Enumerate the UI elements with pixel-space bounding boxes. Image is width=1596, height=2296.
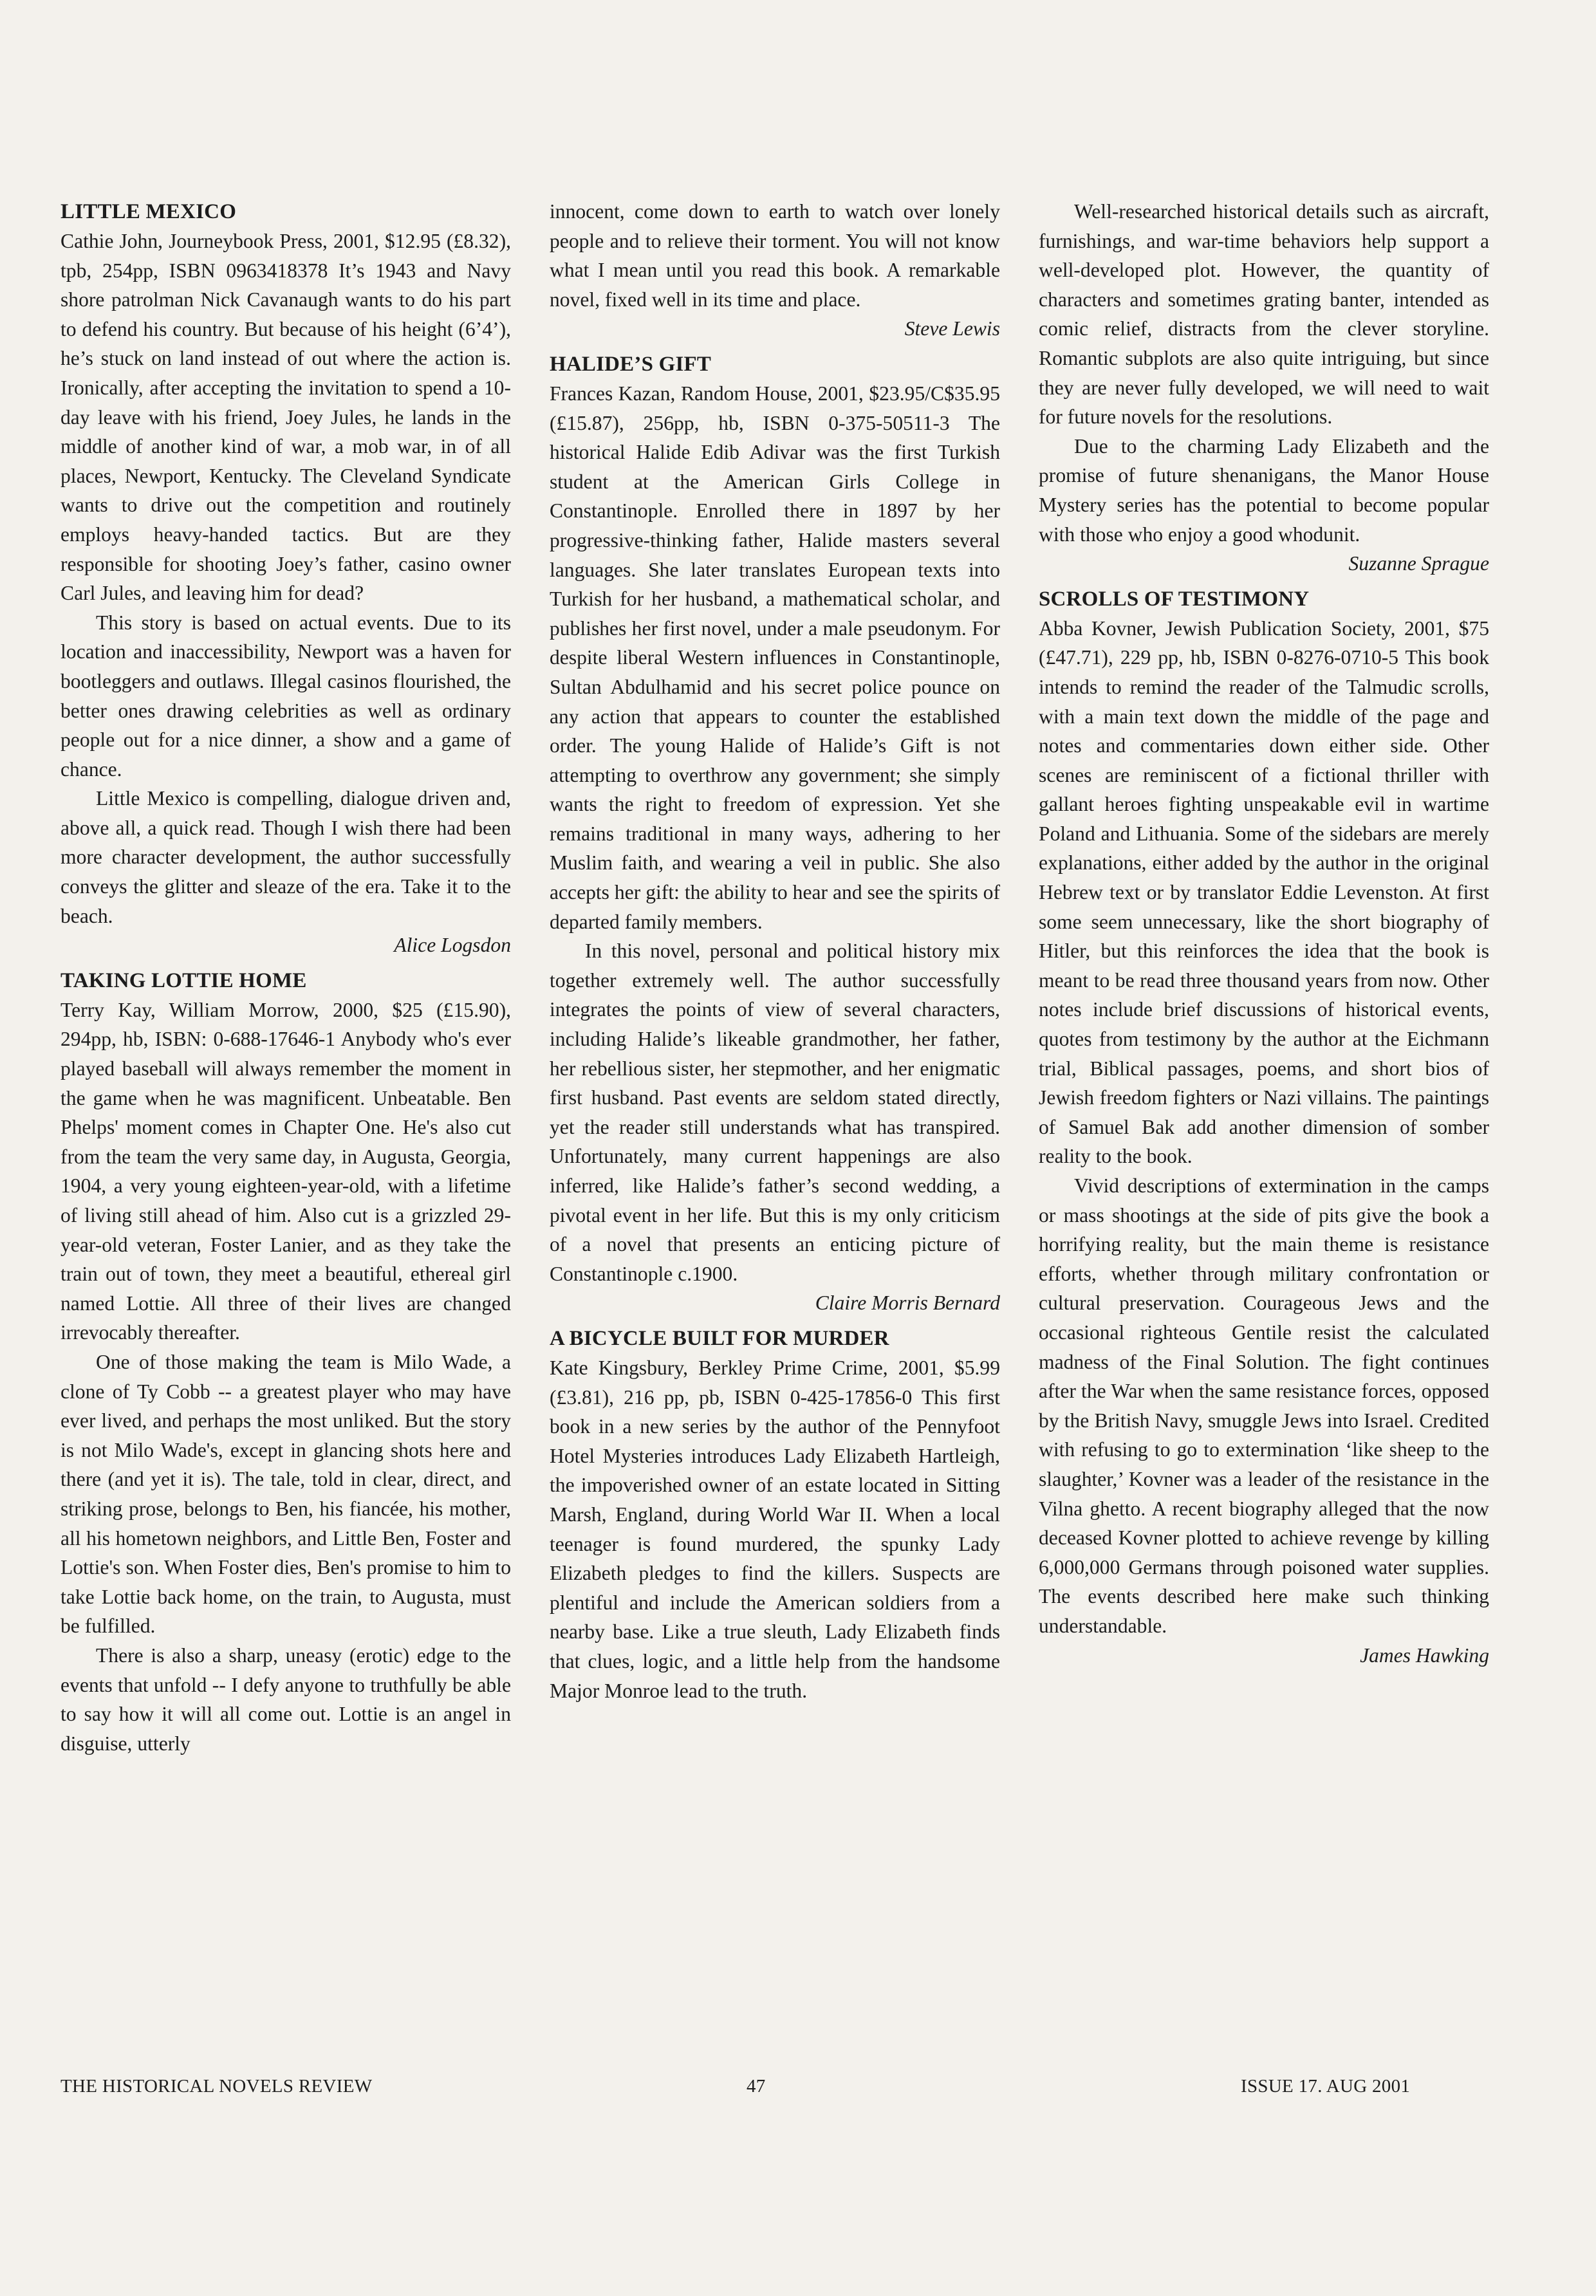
review-paragraph: Due to the charming Lady Elizabeth and the promise of future shenanigans, the Manor House Mystery series has the potential to become popular with those who enjoy a good whodunit. xyxy=(1039,434,1489,546)
review-paragraph: innocent, come down to earth to watch over lonely people and to relieve their torment. You will not know what I mean until you read this book. A remarkable novel, fixed well in its time and place. xyxy=(550,200,1000,311)
review-title: A BICYCLE BUILT FOR MURDER xyxy=(550,1326,889,1350)
review-bicycle-built-for-murder xyxy=(550,1324,1000,1705)
review-paragraph: There is also a sharp, uneasy (erotic) edge to the events that unfold -- I defy anyone to truthfully be able to say how it will all come out. Lottie is an angel in disguise, utterly xyxy=(60,1643,511,1755)
review-paragraph: Vivid descriptions of extermination in the camps or mass shootings at the side of pits give the book a horrifying reality, but the main theme is resistance efforts, whether through military confrontation or cultural preservation. Courageous Jews and the occasional righteous Gentile resist the calculated madness of the Final Solution. The fight continues after the War when the same resistance forces, opposed by the British Navy, smuggle Jews into Israel. Credited with refusing to go to extermination ‘like sheep to the slaughter,’ Kovner was a leader of the resistance in the Vilna ghetto. A recent biography alleged that the now deceased Kovner plotted to achieve revenge by killing 6,000,000 Germans through poisoned water supplies. The events described here make such thinking understandable. xyxy=(1039,1174,1489,1637)
column-3 xyxy=(1039,197,1489,1676)
review-title: TAKING LOTTIE HOME xyxy=(60,968,307,992)
review-paragraph: Abba Kovner, Jewish Publication Society, 2001, $75 (£47.71), 229 pp, hb, ISBN 0-8276-0710-5 This book intends to remind the reader of the Talmudic scrolls, with a main text down the middle of the page and notes and commentaries down either side. Other scenes are reminiscent of a fictional thriller with gallant heroes fighting unspeakable evil in wartime Poland and Lithuania. Some of the sidebars are merely explanations, either added by the author in the original Hebrew text or by translator Eddie Levenston. At first some seem unnecessary, like the short biography of Hitler, but this reinforces the idea that the book is meant to be read three thousand years from now. Other notes include brief discussions of historical events, quotes from testimony by the author at the Eichmann trial, Biblical passages, poems, and short bios of Jewish freedom fighters or Nazi villains. The paintings of Samuel Bak add another dimension of somber reality to the book. xyxy=(1039,616,1489,1168)
review-paragraph: Terry Kay, William Morrow, 2000, $25 (£15.90), 294pp, hb, ISBN: 0-688-17646-1 Anybody who's ever played baseball will always remember the moment in the game when he was magnificent. Unbeatable. Ben Phelps' moment comes in Chapter One. He's also cut from the team the very same day, in Augusta, Georgia, 1904, a very young eighteen-year-old, with a lifetime of living still ahead of him. Also cut is a grizzled 29-year-old veteran, Foster Lanier, and as they take the train out of town, they meet a beautiful, ethereal girl named Lottie. All three of their lives are changed irrevocably thereafter. xyxy=(60,998,511,1344)
reviewer-name: Claire Morris Bernard xyxy=(815,1292,1000,1315)
reviewer-name: Steve Lewis xyxy=(904,317,1000,340)
review-paragraph: One of those making the team is Milo Wade, a clone of Ty Cobb -- a greatest player who may have ever lived, and perhaps the most unliked. But the story is not Milo Wade's, except in glancing shots here and there (and yet it is). The tale, told in clear, direct, and striking prose, belongs to Ben, his fiancée, his mother, all his hometown neighbors, and Little Ben, Foster and Lottie's son. When Foster dies, Ben's promise to him to take Lottie back home, on the train, to Augusta, must be fulfilled. xyxy=(60,1350,511,1638)
column-1 xyxy=(60,197,511,1764)
review-paragraph: Little Mexico is compelling, dialogue driven and, above all, a quick read. Though I wish there had been more character development, the author successfully conveys the glitter and sleaze of the era. Take it to the beach. xyxy=(60,787,511,927)
footer-page-number: 47 xyxy=(747,2076,766,2097)
review-halides-gift xyxy=(550,349,1000,1318)
review-title: HALIDE’S GIFT xyxy=(550,352,712,376)
review-taking-lottie-home-cont xyxy=(550,197,1000,344)
review-paragraph: This story is based on actual events. Due to its location and inaccessibility, Newport was a haven for bootleggers and outlaws. Illegal casinos flourished, the better ones drawing celebrities as well as ordinary people out for a nice dinner, a show and a game of chance. xyxy=(60,611,511,781)
reviewer-name: James Hawking xyxy=(1360,1643,1489,1667)
review-paragraph: Cathie John, Journeybook Press, 2001, $12.95 (£8.32), tpb, 254pp, ISBN 0963418378 It’s 1943 and Navy shore patrolman Nick Cavanaugh wants to do his part to defend his country. But because of his height (6’4’), he’s stuck on land instead of out where the action is. Ironically, after accepting the invitation to spend a 10-day leave with his friend, Joey Jules, he lands in the middle of another kind of war, a mob war, in of all places, Newport, Kentucky. The Cleveland Syndicate wants to drive out the competition and routinely employs heavy-handed tactics. But are they responsible for shooting Joey’s father, casino owner Carl Jules, and leaving him for dead? xyxy=(60,230,511,605)
reviewer-name: Alice Logsdon xyxy=(394,934,511,957)
review-title: SCROLLS OF TESTIMONY xyxy=(1039,587,1310,611)
review-paragraph: Well-researched historical details such as aircraft, furnishings, and war-time behaviors help support a well-developed plot. However, the quantity of characters and sometimes grating banter, intended as comic relief, distracts from the clever storyline. Romantic subplots are also quite intriguing, but since they are never fully developed, we will need to wait for future novels for the resolutions. xyxy=(1039,200,1489,429)
review-little-mexico xyxy=(60,197,511,960)
review-scrolls-of-testimony xyxy=(1039,584,1489,1670)
column-2 xyxy=(550,197,1000,1711)
footer-issue: ISSUE 17. AUG 2001 xyxy=(1241,2076,1411,2097)
footer-publication-title: THE HISTORICAL NOVELS REVIEW xyxy=(60,2076,373,2097)
review-paragraph: Kate Kingsbury, Berkley Prime Crime, 2001, $5.99 (£3.81), 216 pp, pb, ISBN 0-425-17856-0 This first book in a new series by the author of the Pennyfoot Hotel Mysteries introduces Lady Elizabeth Hartleigh, the impoverished owner of an estate located in Sitting Marsh, England, during World War II. When a local teenager is found murdered, the spunky Lady Elizabeth pledges to find the killers. Suspects are plentiful and include the American soldiers from a nearby base. Like a true sleuth, Lady Elizabeth finds that clues, logic, and a little help from the handsome Major Monroe lead to the truth. xyxy=(550,1356,1000,1702)
review-taking-lottie-home xyxy=(60,966,511,1758)
review-bicycle-built-for-murder-cont xyxy=(1039,197,1489,579)
review-paragraph: In this novel, personal and political history mix together extremely well. The author successfully integrates the points of view of several characters, including Halide’s likeable grandmother, her father, her rebellious sister, her stepmother, and her enigmatic first husband. Past events are seldom stated directly, yet the reader still understands what has transpired. Unfortunately, many current happenings are also inferred, like Halide’s father’s second wedding, a pivotal event in her life. But this is my only criticism of a novel that presents an enticing picture of Constantinople c.1900. xyxy=(550,940,1000,1285)
review-title: LITTLE MEXICO xyxy=(60,200,237,223)
review-paragraph: Frances Kazan, Random House, 2001, $23.95/C$35.95 (£15.87), 256pp, hb, ISBN 0-375-50511-3 The historical Halide Edib Adivar was the first Turkish student at the American Girls College in Constantinople. Enrolled there in 1897 by her progressive-thinking father, Halide masters several languages. She later translates European texts into Turkish for her husband, a mathematical scholar, and publishes her first novel, under a male pseudonym. For despite liberal Western influences in Constantinople, Sultan Abdulhamid and his secret police pounce on any action that appears to counter the established order. The young Halide of Halide’s Gift is not attempting to overthrow any government; she simply wants the right to freedom of expression. Yet she remains traditional in many ways, adhering to her Muslim faith, and wearing a veil in public. She also accepts her gift: the ability to hear and see the spirits of departed family members. xyxy=(550,382,1000,933)
reviewer-name: Suzanne Sprague xyxy=(1348,552,1489,575)
